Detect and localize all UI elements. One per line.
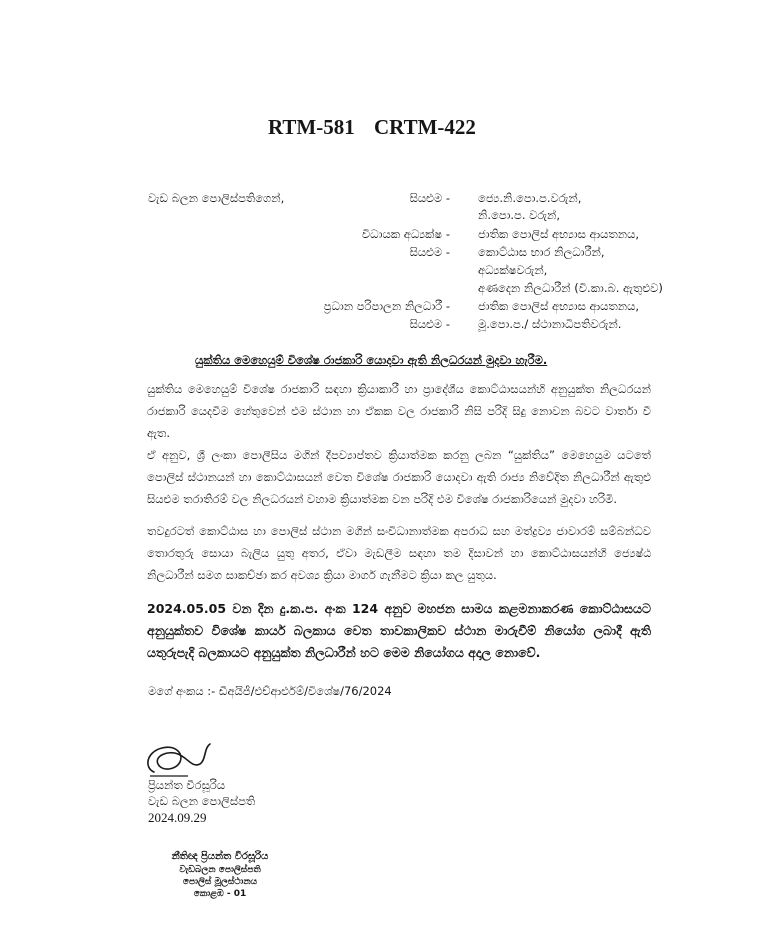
recipient-line: ජාතික පොලිස් අභ්‍යාස ආයතනය, bbox=[478, 227, 640, 241]
signatory-name: ප්‍රියන්ත වීරසූරිය bbox=[148, 778, 226, 792]
body-paragraph-4: 2024.05.05 වන දින දු.ක.ප. අංක 124 අනුව මහජන සාමය කළමනාකරණ කොට්ඨාසයට අනුයුක්තව විශේෂ කාර්ය බලකාය වෙත තාවකාලිකව ස්ථාන මාරුවීම් නියෝග ලබාදී ඇති යතුරුපැදි බලකායට අනුයුක්ත නිලධාරීන් හට මෙම නියෝගය අදාල නොවේ. bbox=[147, 601, 651, 660]
recipient-line: ජාතික පොලිස් අභ්‍යාස ආයතනය, bbox=[478, 299, 640, 313]
stamp-line-name: නීතිඥ ප්‍රියන්ත වීරසූරිය bbox=[171, 851, 269, 862]
stamp-line-title: වැඩබලන පොලිස්පති bbox=[179, 865, 261, 875]
recipient-line: ජ්‍යෙ.නි.පො.ප.වරුන්, bbox=[478, 191, 582, 205]
body-paragraph-3: තවදුරටත් කොට්ඨාස හා පොලිස් ස්ථාන මගින් සංවිධානාත්මක අපරාධ සහ මත්ද්‍රව්‍ය ජාවාරම් සම්බන්ධව තොරතුරු සොයා බැලිය යුතු අතර, ඒවා මැඩලීම සඳහා තම දිසාවන් හා කොට්ඨාසයන්හි ජ්‍යෙෂ්ඨ නිලධාරීන් සමග සාකච්ඡා කර අවශ්‍ය ක්‍රියා මාර්ග ගැනීමට ක්‍රියා කල යුතුය. bbox=[147, 524, 651, 582]
my-reference-number: මගේ අංකය :- ඩීඅයිජී/එච්ආර්එම්/විශේෂ/76/2024 bbox=[148, 684, 392, 698]
recipient-label: සියළුම - bbox=[409, 191, 450, 205]
body-paragraph-1: යුක්තිය මෙහෙයුම් විශේෂ රාජකාරි සඳහා ක්‍රියාකාරී හා ප්‍රාදේශීය කොට්ඨාසයන්හි අනුයුක්ත නිලධරයන් රාජකාරි යෙදවීම හේතුවෙන් එම ස්ථාන හා ඒකක වල රාජකාරි නිසි පරිදි සිදු නොවන බවට වාර්තා වී ඇත. bbox=[147, 382, 651, 440]
recipient-label: සියළුම - bbox=[409, 317, 450, 331]
recipient-line: අණදෙන නිලධාරීන් (වි.කා.බ. ඇතුළුව) bbox=[478, 281, 663, 295]
recipient-line: මූ.පො.ප./ ස්ථානාධිපතිවරුන්. bbox=[478, 317, 622, 331]
signature-scribble bbox=[140, 738, 220, 780]
signatory-title: වැඩ බලන පොලිස්පති bbox=[148, 794, 256, 808]
official-stamp bbox=[155, 850, 285, 900]
body-paragraph-2: ඒ අනුව, ශ්‍රී ලංකා පොලීසිය මගින් දීපව්‍යාප්තව ක්‍රියාත්මක කරනු ලබන “යුක්තිය” මෙහෙයුම යටතේ පොලිස් ස්ථානයන් හා කොට්ඨාසයන් වෙත විශේෂ රාජකාරි යොදවා ඇති රාජ්‍ය නිවේදිත නිලධාරීන් ඇතුළු සියළුම තරාතිරම් වල නිලධරයන් වහාම ක්‍රියාත්මක වන පරිදි එම විශේෂ රාජකාරියෙන් මුදවා හරිමි. bbox=[147, 448, 651, 506]
subject-heading: යුක්තිය මෙහෙයුම් විශේෂ රාජකාරි යොදවා ඇති නිලධරයන් මුදවා හැරීම. bbox=[195, 353, 548, 367]
recipient-label: සියළුම - bbox=[409, 245, 450, 259]
from-line: වැඩ බලන පොලිස්පතිගෙන්, bbox=[148, 191, 285, 205]
stamp-line-city: කොළඹ - 01 bbox=[193, 889, 247, 899]
reference-number-crtm: CRTM-422 bbox=[374, 115, 476, 139]
signature-date: 2024.09.29 bbox=[148, 810, 207, 825]
recipient-line: නි.පො.ප. වරුන්, bbox=[478, 208, 561, 222]
reference-number-rtm: RTM-581 bbox=[268, 115, 355, 139]
recipient-line: කොට්ඨාස භාර නිලධාරීන්, bbox=[478, 245, 605, 259]
recipient-label: විධායක අධ්‍යක්ෂ - bbox=[361, 227, 450, 241]
recipient-label: ප්‍රධාන පරිපාලන නිලධාරී - bbox=[323, 299, 450, 313]
recipient-line: අධ්‍යක්ෂවරුන්, bbox=[478, 263, 548, 277]
stamp-line-office: පොලිස් මූලස්ථානය bbox=[182, 877, 258, 887]
